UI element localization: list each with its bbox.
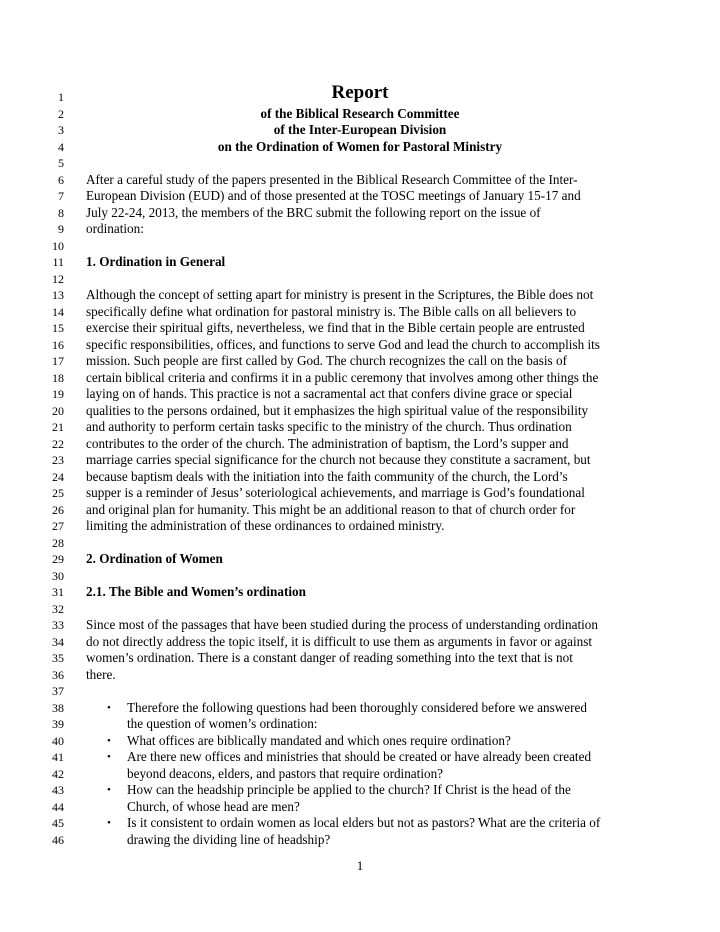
- bullet-icon: •: [107, 751, 111, 763]
- section-heading: 2. Ordination of Women: [86, 551, 223, 566]
- document-line: [0, 452, 720, 468]
- line-number: 9: [58, 222, 64, 236]
- line-number: 17: [52, 354, 64, 368]
- line-number: 24: [52, 469, 64, 484]
- line-number: 41: [52, 750, 64, 764]
- document-line: [0, 82, 720, 105]
- document-line: [0, 749, 720, 765]
- document-line: [0, 403, 720, 419]
- page-number: 1: [356, 858, 364, 873]
- document-line: [0, 238, 720, 254]
- paragraph-line: specifically define what ordination for pastoral ministry is. The Bible calls on all believers to: [86, 303, 577, 319]
- document-line: [0, 419, 720, 435]
- line-number: 22: [52, 436, 64, 451]
- intro-line: European Division (EUD) and of those presented at the TOSC meetings of January 15-17 and: [86, 188, 581, 203]
- document-line: [0, 254, 720, 270]
- paragraph-line: and authority to perform certain tasks specific to the ministry of the church. Thus ordination: [86, 419, 572, 434]
- report-subtitle: on the Ordination of Women for Pastoral Ministry: [217, 138, 503, 154]
- document-line: [0, 551, 720, 567]
- line-number: 6: [58, 172, 64, 187]
- document-line: [0, 485, 720, 501]
- document-line: [0, 139, 720, 155]
- line-number: 46: [52, 832, 64, 847]
- document-line: [0, 386, 720, 402]
- bullet-item-line: drawing the dividing line of headship?: [127, 831, 331, 847]
- line-number: 35: [52, 651, 64, 665]
- document-line: [0, 436, 720, 452]
- line-number: 42: [52, 766, 64, 781]
- paragraph-line: Since most of the passages that have been studied during the process of understanding ordination: [86, 617, 598, 632]
- paragraph-line: because baptism deals with the initiation into the faith community of the church, the Lord’s: [86, 468, 568, 484]
- bullet-item-line: How can the headship principle be applied to the church? If Christ is the head of the: [127, 782, 571, 797]
- document-line: [0, 832, 720, 848]
- paragraph-line: limiting the administration of these ordinances to ordained ministry.: [86, 518, 445, 533]
- line-number: 2: [58, 106, 64, 121]
- document-line: [0, 337, 720, 353]
- bullet-item-line: the question of women’s ordination:: [127, 716, 318, 731]
- document-line: [0, 650, 720, 666]
- line-number: 44: [52, 799, 64, 814]
- bullet-icon: •: [107, 784, 111, 796]
- document-line: [0, 568, 720, 584]
- document-line: [0, 172, 720, 188]
- document-line: [0, 733, 720, 749]
- line-number: 15: [52, 321, 64, 335]
- line-number: 30: [52, 568, 64, 583]
- document-line: [0, 617, 720, 633]
- line-number: 26: [52, 502, 64, 517]
- line-number: 10: [52, 238, 64, 253]
- paragraph-line: contributes to the order of the church. The administration of baptism, the Lord’s supper and: [86, 435, 569, 451]
- document-line: [0, 518, 720, 534]
- document-line: [0, 601, 720, 617]
- line-number: 39: [52, 717, 64, 731]
- document-line: [0, 634, 720, 650]
- line-number: 38: [52, 700, 64, 715]
- document-line: [0, 304, 720, 320]
- intro-line: July 22-24, 2013, the members of the BRC submit the following report on the issue of: [86, 204, 541, 220]
- line-number: 21: [52, 420, 64, 434]
- document-line: [0, 320, 720, 336]
- paragraph-line: and original plan for humanity. This might be an additional reason to that of church order for: [86, 501, 576, 517]
- document-line: [0, 815, 720, 831]
- bullet-item-line: beyond deacons, elders, and pastors that require ordination?: [127, 765, 444, 781]
- document-line: [0, 683, 720, 699]
- line-number: 18: [52, 370, 64, 385]
- bullet-item-line: Are there new offices and ministries that should be created or have already been created: [127, 749, 592, 764]
- intro-line: ordination:: [86, 221, 144, 236]
- paragraph-line: certain biblical criteria and confirms it in a public ceremony that involves among other things the: [86, 369, 599, 385]
- document-line: [0, 502, 720, 518]
- intro-line: After a careful study of the papers presented in the Biblical Research Committee of the Inter-: [86, 171, 578, 187]
- line-number: 11: [52, 255, 64, 269]
- line-number: 40: [52, 733, 64, 748]
- bullet-icon: •: [107, 734, 111, 747]
- line-number: 5: [58, 156, 64, 170]
- line-number: 34: [52, 634, 64, 649]
- document-line: [0, 584, 720, 600]
- document-line: [0, 221, 720, 237]
- line-number: 13: [52, 288, 64, 302]
- paragraph-line: marriage carries special significance for the church not because they constitute a sacrament, but: [86, 452, 591, 467]
- line-number: 8: [58, 205, 64, 220]
- document-line: [0, 106, 720, 122]
- paragraph-line: Although the concept of setting apart for ministry is present in the Scriptures, the Bible does not: [86, 287, 594, 302]
- bullet-icon: •: [107, 817, 111, 829]
- line-number: 32: [52, 601, 64, 616]
- line-number: 43: [52, 783, 64, 797]
- document-line: [0, 799, 720, 815]
- document-line: [0, 205, 720, 221]
- section-heading: 1. Ordination in General: [86, 254, 226, 269]
- line-number: 23: [52, 453, 64, 467]
- line-number: 4: [58, 139, 64, 154]
- paragraph-line: exercise their spiritual gifts, nevertheless, we find that in the Bible certain people are entrusted: [86, 320, 585, 335]
- document-line: [0, 535, 720, 551]
- bullet-item-line: What offices are biblically mandated and which ones require ordination?: [127, 732, 511, 748]
- line-number: 36: [52, 667, 64, 682]
- bullet-icon: •: [107, 701, 111, 714]
- subsection-heading: 2.1. The Bible and Women’s ordination: [86, 584, 306, 599]
- line-number: 1: [58, 90, 64, 104]
- document-line: [0, 155, 720, 171]
- report-subtitle: of the Biblical Research Committee: [260, 105, 460, 121]
- line-number: 7: [58, 189, 64, 203]
- paragraph-line: qualities to the persons ordained, but it emphasizes the high spiritual value of the responsibility: [86, 402, 589, 418]
- line-number: 45: [52, 816, 64, 830]
- bullet-item-line: Is it consistent to ordain women as local elders but not as pastors? What are the criteria of: [127, 815, 601, 830]
- line-number: 16: [52, 337, 64, 352]
- paragraph-line: there.: [86, 666, 116, 682]
- paragraph-line: mission. Such people are first called by God. The church recognizes the call on the basis of: [86, 353, 567, 368]
- paragraph-line: laying on of hands. This practice is not a sacramental act that confers divine grace or special: [86, 386, 573, 401]
- document-line: [0, 353, 720, 369]
- paragraph-line: specific responsibilities, offices, and functions to serve God and lead the church to accomplish its: [86, 336, 600, 352]
- line-number: 20: [52, 403, 64, 418]
- document-line: [0, 716, 720, 732]
- document-line: [0, 287, 720, 303]
- paragraph-line: women’s ordination. There is a constant danger of reading something into the text that is not: [86, 650, 573, 665]
- document-line: [0, 188, 720, 204]
- line-number: 29: [52, 552, 64, 566]
- document-line: [0, 667, 720, 683]
- document-line: [0, 782, 720, 798]
- report-title: Report: [331, 82, 389, 103]
- document-line: [0, 700, 720, 716]
- paragraph-line: supper is a reminder of Jesus’ soteriological achievements, and marriage is God’s foundational: [86, 485, 585, 500]
- line-number: 31: [52, 585, 64, 599]
- line-number: 3: [58, 123, 64, 137]
- line-number: 19: [52, 387, 64, 401]
- line-number: 27: [52, 519, 64, 533]
- line-number: 12: [52, 271, 64, 286]
- line-number: 14: [52, 304, 64, 319]
- line-number: 37: [52, 684, 64, 698]
- line-number: 25: [52, 486, 64, 500]
- document-line: [0, 370, 720, 386]
- document-line: [0, 122, 720, 138]
- document-line: [0, 766, 720, 782]
- line-number: 33: [52, 618, 64, 632]
- paragraph-line: do not directly address the topic itself, it is difficult to use them as arguments in favor or against: [86, 633, 593, 649]
- bullet-item-line: Therefore the following questions had been thoroughly considered before we answered: [127, 699, 587, 715]
- document-line: [0, 271, 720, 287]
- bullet-item-line: Church, of whose head are men?: [127, 798, 300, 814]
- report-subtitle: of the Inter-European Division: [273, 122, 447, 137]
- document-line: [0, 469, 720, 485]
- line-number: 28: [52, 535, 64, 550]
